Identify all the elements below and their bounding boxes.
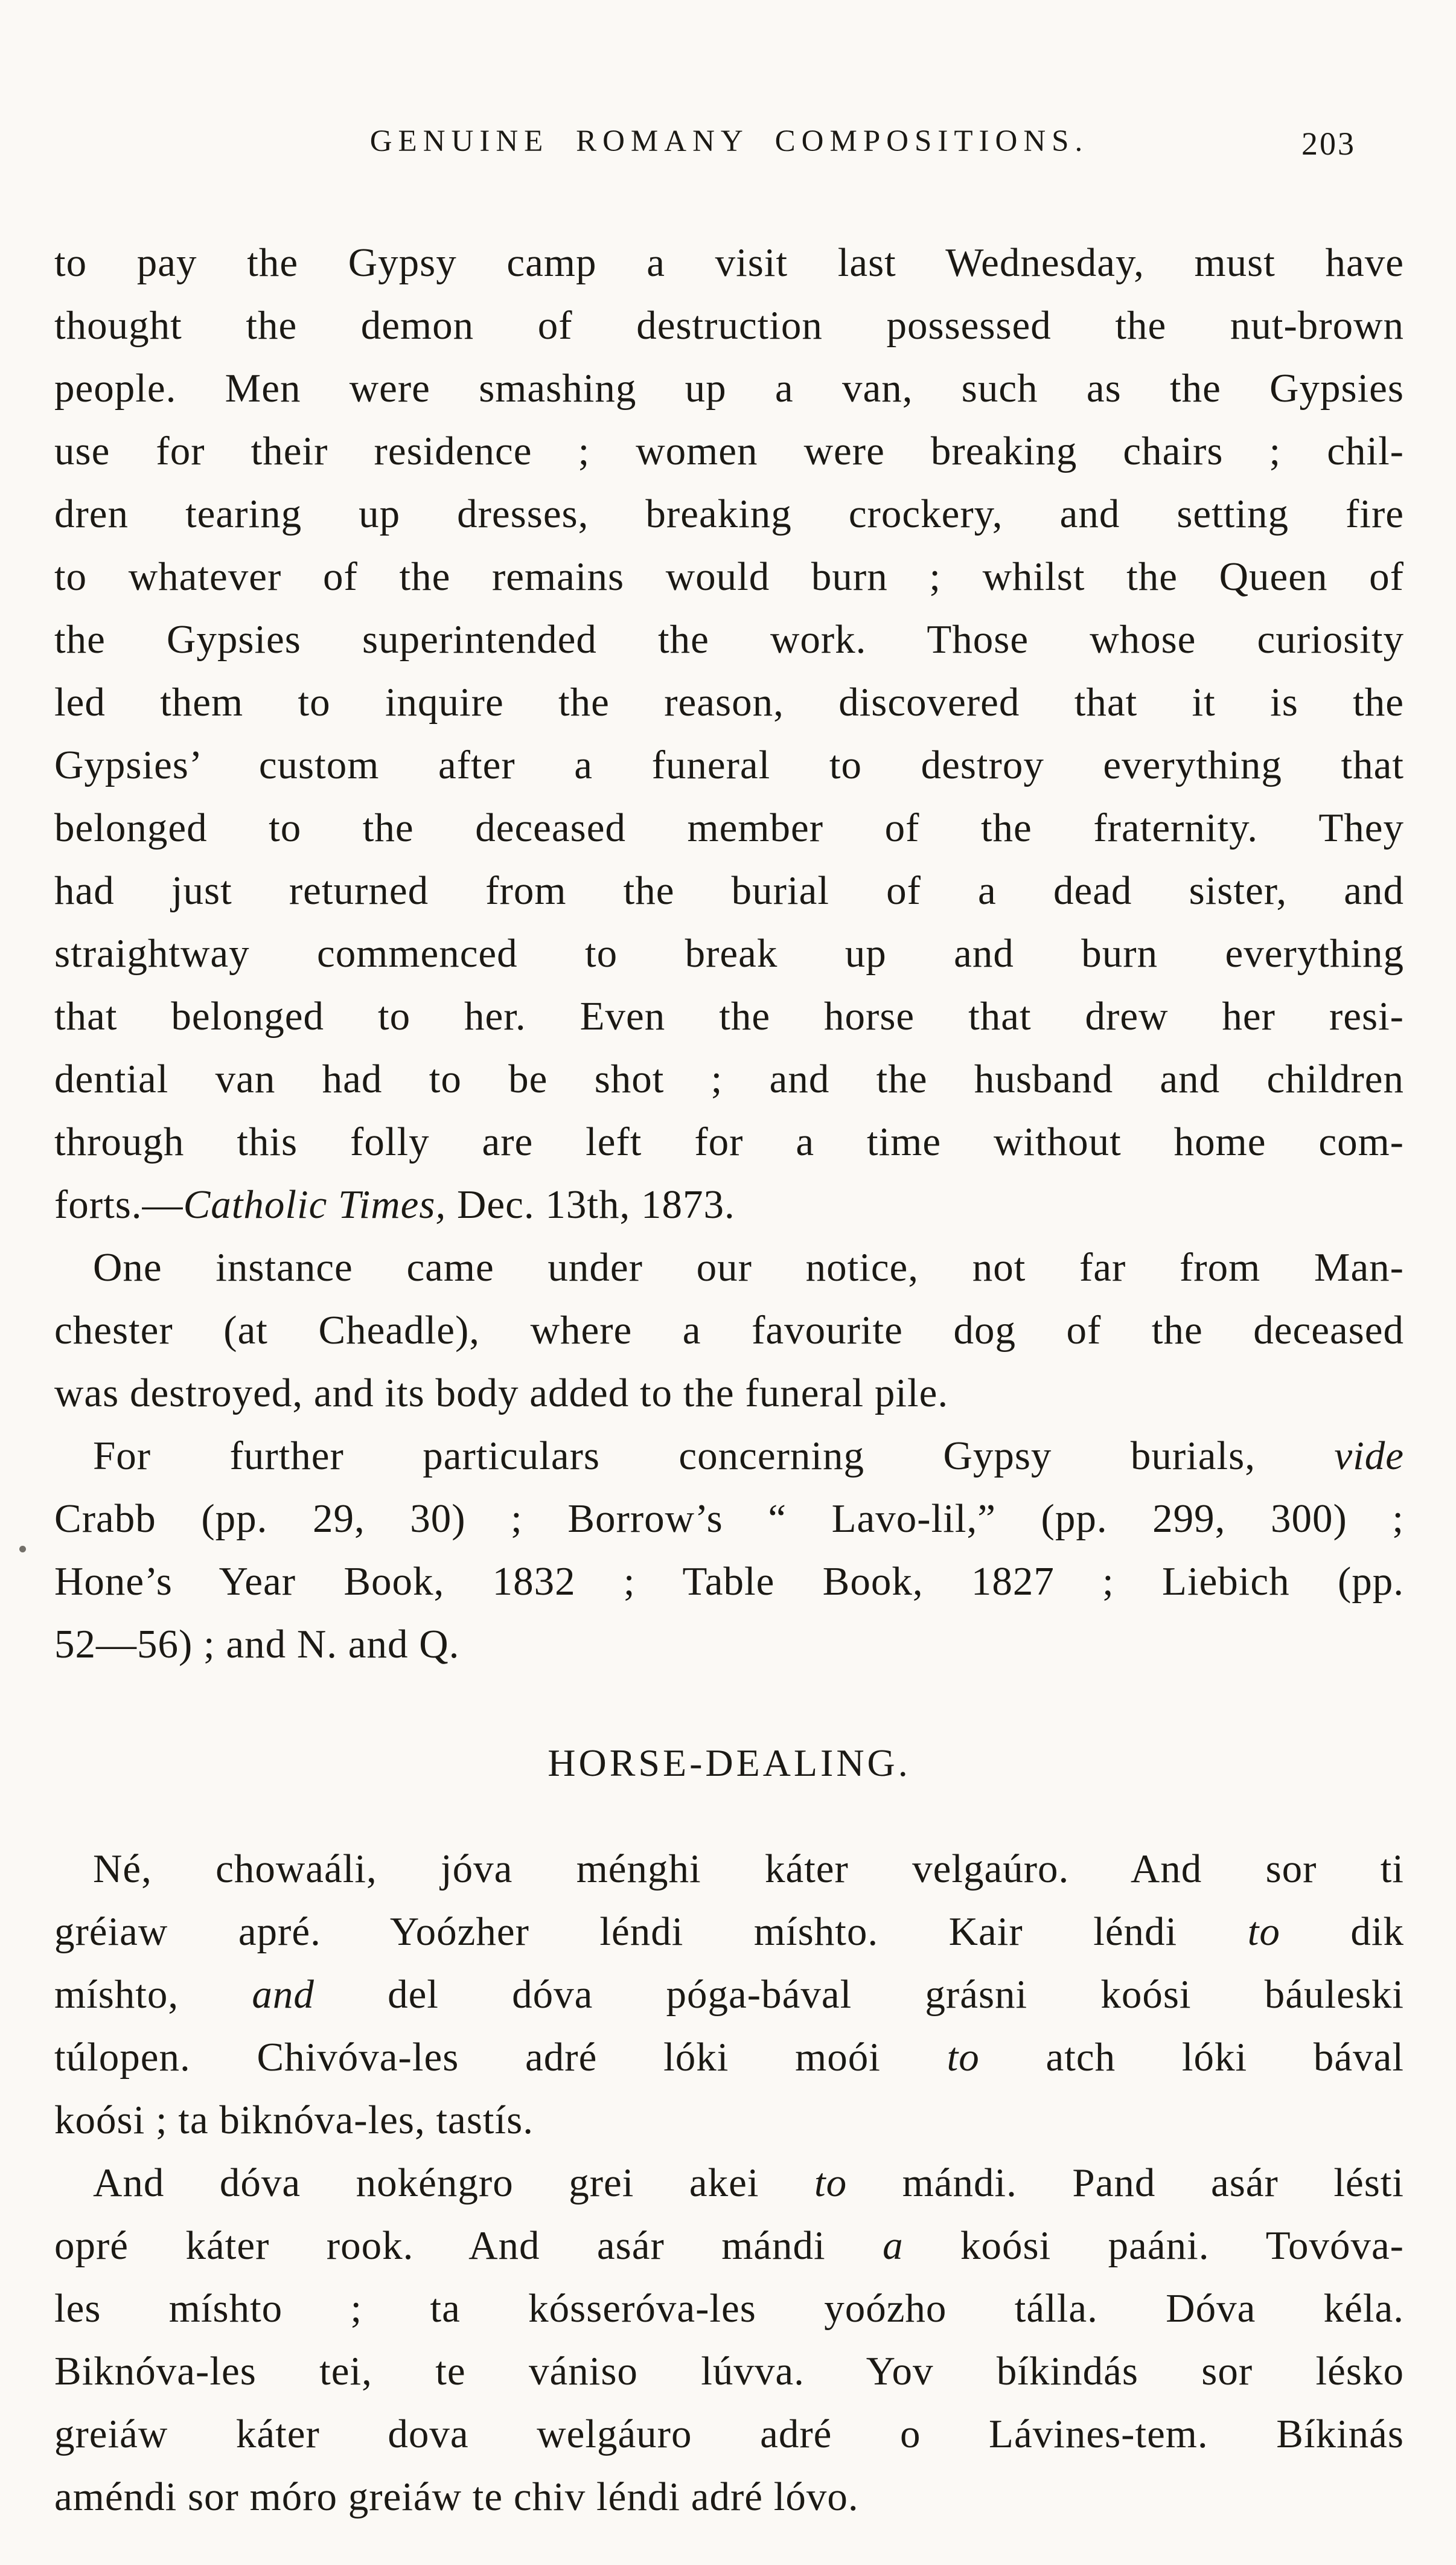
text-line: to whatever of the remains would burn ; whilst the Queen of [54,554,1404,599]
paragraph [54,231,1404,1236]
text-line: And dóva nokéngro grei akei to mándi. Pand asár lésti [93,2160,1404,2205]
text-line: led them to inquire the reason, discovered that it is the [54,680,1404,725]
text-line: túlopen. Chivóva-les adré lóki moói to atch lóki bával [54,2035,1404,2080]
text-line: had just returned from the burial of a dead sister, and [54,868,1404,913]
text-line: Hone’s Year Book, 1832 ; Table Book, 1827 ; Liebich (pp. [54,1559,1404,1604]
text-line: améndi sor móro greiáw te chiv léndi adré lóvo. [54,2474,859,2519]
paragraph [54,2151,1404,2528]
text-line: koósi ; ta biknóva-les, tastís. [54,2098,534,2142]
scan-artifact-dot [19,1546,26,1552]
text-line: Crabb (pp. 29, 30) ; Borrow’s “ Lavo-lil,” (pp. 299, 300) ; [54,1496,1404,1541]
text-line: straightway commenced to break up and burn everything [54,931,1404,976]
text-line: dential van had to be shot ; and the husband and children [54,1057,1404,1101]
running-header [54,124,1404,162]
text-line: was destroyed, and its body added to the funeral pile. [54,1371,949,1415]
page-body [54,231,1404,2528]
text-line: thought the demon of destruction possessed the nut-brown [54,303,1404,348]
page-number: 203 [1301,126,1356,162]
running-header-title: GENUINE ROMANY COMPOSITIONS. [369,124,1089,158]
text-line: les míshto ; ta kósseróva-les yoózho tálla. Dóva kéla. [54,2286,1404,2331]
text-line: Né, chowaáli, jóva ménghi káter velgaúro. And sor ti [93,1846,1404,1891]
text-line: use for their residence ; women were breaking chairs ; chil- [54,429,1404,473]
text-line: belonged to the deceased member of the fraternity. They [54,805,1404,850]
paragraph [54,1236,1404,1424]
text-line: greiáw káter dova welgáuro adré o Lávines-tem. Bíkinás [54,2412,1404,2456]
paragraph [54,1424,1404,1676]
paragraph [54,1837,1404,2151]
text-line: Biknóva-les tei, te vániso lúvva. Yov bíkindás sor lésko [54,2349,1404,2394]
text-line: opré káter rook. And asár mándi a koósi paáni. Tovóva- [54,2223,1404,2268]
text-line: forts.—Catholic Times, Dec. 13th, 1873. [54,1182,735,1227]
text-line: through this folly are left for a time without home com- [54,1119,1404,1164]
text-line: to pay the Gypsy camp a visit last Wednesday, must have [54,240,1404,285]
text-line: the Gypsies superintended the work. Those whose curiosity [54,617,1404,662]
text-line: míshto, and del dóva póga-bával grásni koósi báuleski [54,1972,1405,2017]
text-line: For further particulars concerning Gypsy burials, vide [93,1433,1404,1478]
text-line: One instance came under our notice, not far from Man- [93,1245,1404,1290]
text-line: Gypsies’ custom after a funeral to destroy everything that [54,743,1404,787]
text-line: 52—56) ; and N. and Q. [54,1622,460,1667]
text-line: chester (at Cheadle), where a favourite dog of the deceased [54,1308,1404,1353]
text-line: people. Men were smashing up a van, such as the Gypsies [54,366,1404,411]
section-heading: HORSE-DEALING. [548,1741,911,1784]
text-line: dren tearing up dresses, breaking crockery, and setting fire [54,492,1404,536]
text-line: gréiaw apré. Yoózher léndi míshto. Kair léndi to dik [54,1909,1404,1954]
text-line: that belonged to her. Even the horse that drew her resi- [54,994,1404,1039]
